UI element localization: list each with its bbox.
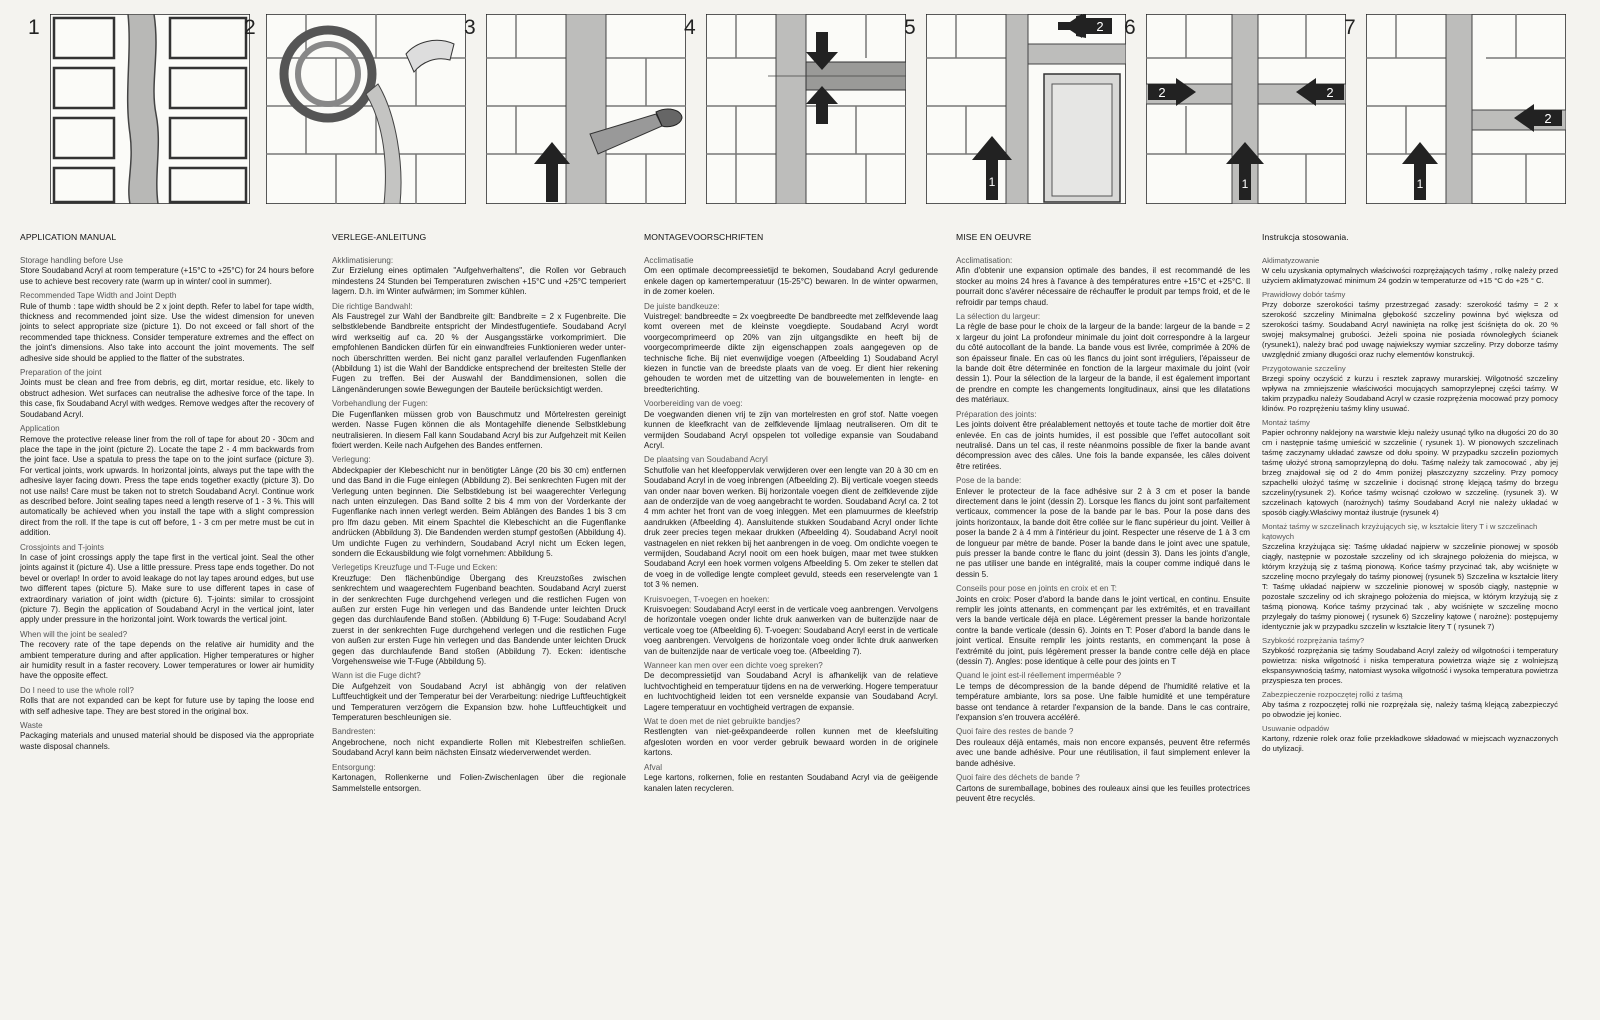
section — [20, 424, 314, 538]
section-heading: Montaż taśmy w szczelinach krzyżujących się, w kształcie litery T i w szczelinach kątowych — [1262, 522, 1538, 541]
section-heading: Wanneer kan men over een dichte voeg spreken? — [644, 661, 823, 671]
section-heading: Quand le joint est-il réellement imperméable ? — [956, 671, 1122, 681]
section — [332, 763, 626, 794]
section-heading: Do I need to use the whole roll? — [20, 685, 134, 695]
section — [332, 727, 626, 758]
section-body: Lege kartons, rolkernen, folie en restanten Soudaband Acryl via de geëigende kanalen laten recycleren. — [644, 773, 938, 793]
section — [332, 563, 626, 667]
section-heading: Acclimatisatie — [644, 256, 694, 265]
section-heading: Usuwanie odpadów — [1262, 724, 1330, 733]
section — [956, 773, 1250, 804]
section — [1262, 418, 1558, 518]
section — [956, 727, 1250, 769]
section-heading: Vorbehandlung der Fugen: — [332, 399, 428, 409]
section-heading: Prawidłowy dobór taśmy — [1262, 290, 1346, 299]
section — [1262, 636, 1558, 686]
instruction-columns — [0, 232, 1600, 1012]
column-title: MISE EN OEUVRE — [956, 232, 1032, 242]
section-body: Papier ochronny naklejony na warstwie kleju należy usunąć tylko na długości 20 do 30 cm i następnie taśmę umieścić w szczelinie ( rysunek 1). W pionowych szczelinach taśmę zaczynamy układać zawsze od dołu spoiny. W przypadku szczelin poziomych taśmę ułożyć stroną samoprzylepną do dołu. Taśmę należy tak zamocować , aby jej brzeg znajdował się od 2 do 4mm poniżej płaszczyzny szczeliny. Przy pomocy szpachelki ułożyć taśmę w szczelinie i docisnąć stronę klejącą taśmy do brzegu szczeliny(rysunek 2). Końce taśmy wcisnąć czołowo w szczelinę. (rysunek 3). W szczelinach kątowych (narożnych) taśmy Soudaband Acryl nie należy układać w sposób ciągły.Właściwy montaż ilustruje (rysunek 4) — [1262, 428, 1558, 517]
section-heading: Entsorgung: — [332, 762, 376, 772]
section-body: La règle de base pour le choix de la largeur de la bande: largeur de la bande = 2 x largeur du joint La profondeur minimale du joint doit correspondre à la largeur du côté autocollant de la bande. La bande vous est livrée, comprimée à 20% de son épaisseur finale. En cas où les flancs du joint sont irréguliers, l'épaisseur de la bande doit être déterminée en fonction de la largeur maximale du joint (voir dessin 1). Pour la sélection de la largeur de la bande, il est également important de prendre en compte les changements longitudinaux, ainsi que les dilatations des matériaux. — [956, 322, 1250, 405]
section — [332, 256, 626, 298]
section-body: Szybkość rozprężania się taśmy Soudaband Acryl zależy od wilgotności i temperatury powietrza: niska wilgotność i niska temperatura powietrza wiąże się z wolniejszą ekspansywnością taśmy, natomiast wysoka wilgotność i wysoka temperatura powietrza przyspiesza ten proces. — [1262, 646, 1558, 685]
section-body: Afin d'obtenir une expansion optimale des bandes, il est recommandé de les stocker au moins 24 hres à l'avance à des températures entre +15°C et +25°C. Il pourrait donc s'avérer nécessaire de réchauffer le produit par temps froid, et de le refroidir par temps chaud. — [956, 266, 1250, 307]
picture-number: 7 — [1344, 16, 1356, 39]
section-body: Store Soudaband Acryl at room temperature (+15°C to +25°C) for 24 hours before use to achieve best recovery rate (warm up in winter/ cool in summer). — [20, 266, 314, 286]
section-body: Enlever le protecteur de la face adhésive sur 2 à 3 cm et poser la bande directement dans le joint (dessin 2). Lorsque les flancs du joint sont parfaitement verticaux, commencer la pose de la bande par le bas. Pour la pose dans des joints horizontaux, la bande doit être collée sur le flanc supérieur du joint. Veiller à poser la bande 2 à 4 mm à l'intérieur du joint. Respecter une réserve de 1 à 3 cm de longueur par mètre de bande. Poser la bande dans le joint avec une spatule, puis presser la bande contre le flanc du joint (dessin 3). Dans les joints d'angle, ne pas utiliser une bande en intégralité, mais la couper comme indiqué dans le dessin 5. — [956, 486, 1250, 579]
section — [20, 543, 314, 626]
section-body: Abdeckpapier der Klebeschicht nur in benötigter Länge (20 bis 30 cm) entfernen und das Band in die Fuge einlegen (Abbildung 2). Bei senkrechten Fugen mit der Verlegung unten beginnen. Die Selbstklebung ist bei waagerechter Verlegung nach unten einzulegen. Das Band sollte 2 bis 4 mm von der Vorderkante der Fugenflanke nach innen verlegt werden. Beim Ablängen des Bandes 1 bis 3 cm pro lfm dazu geben. Mit einem Spachtel die Klebeschicht an die Fugenflanke andrücken (Abbildung 3). Die Bandenden werden stumpf gestoßen (Abbildung 4). Um undichte Fugen zu verhindern, Soudaband Acryl nicht um Ecken legen, sondern die Eckausbildung wie folgt vornehmen: Abbildung 5. — [332, 465, 626, 558]
section — [332, 399, 626, 451]
column-german — [332, 232, 626, 1012]
section-heading: Die richtige Bandwahl: — [332, 301, 413, 311]
section-heading: Szybkość rozprężania taśmy? — [1262, 636, 1365, 645]
section-body: In case of joint crossings apply the tape first in the vertical joint. Seal the other joints against it (picture 4). Use a little pressure. Press tape ends together. Do not bevel or overlap! In order to avoid leakage do not lay tapes around edges, but use two different tapes (picture 5). Make sure to use different tapes in case of extraordinary variation of joint width (picture 6). T-joints: similar to crossjoint (picture 7). Begin the application of Soudaband Acryl in the vertical joint, later apply under pressure in the horizontal joint. Work towards the vertical joint. — [20, 552, 314, 625]
tape-roll-illustration — [266, 14, 466, 204]
section-body: Kruisvoegen: Soudaband Acryl eerst in de verticale voeg aanbrengen. Vervolgens de horizontale voegen onder lichte druk aanwerken van de buitenzijde naar de verticale voeg toe (Afbeelding 6). T-voegen: Soudaband Acryl eerst in de verticale voeg aanbrengen. Vervolgens de horizontale voeg onder lichte druk aanwerken van de buitenzijde naar de verticale voeg toe. (Afbeelding 7). — [644, 605, 938, 656]
section — [956, 584, 1250, 667]
column-dutch — [644, 232, 938, 1012]
section — [332, 671, 626, 723]
spatula-press-illustration — [486, 14, 686, 204]
section-heading: Recommended Tape Width and Joint Depth — [20, 291, 177, 301]
section — [1262, 364, 1558, 414]
section-heading: Acclimatisation: — [956, 256, 1013, 265]
section-body: Kartonagen, Rollenkerne und Folien-Zwischenlagen über die regionale Sammelstelle entsorgen. — [332, 773, 626, 793]
section-heading: De juiste bandkeuze: — [644, 301, 720, 311]
section-heading: Voorbereiding van de voeg: — [644, 399, 743, 409]
section-body: Des rouleaux déjà entamés, mais non encore expansés, peuvent être refermés avec une bande adhésive. Pour une réutilisation, il faut simplement enlever la bande adhésive. — [956, 737, 1250, 768]
section-heading: Pose de la bande: — [956, 476, 1022, 486]
picture-number: 4 — [684, 16, 696, 39]
section-heading: Application — [20, 424, 60, 434]
section-body: Rule of thumb : tape width should be 2 x joint depth. Refer to label for tape width, thickness and recommended joint size. Use the widest dimension for uneven joints to select appropriate size (picture 1). Do not exceed or fall short of the recommended tape thickness. Consider temperature extremes and the effect on the joint's dimensions. Also take into account the joint movements. The self adhesive side should be applied to the flatter of the substrates. — [20, 301, 314, 363]
section-body: Cartons de suremballage, bobines des rouleaux ainsi que les feuilles protectrices peuvent être recyclés. — [956, 783, 1250, 803]
section-body: Restlengten van niet-geëxpandeerde rollen kunnen met de kleefsluiting afgesloten worden en voor verder gebruik bewaard worden in de originele kartons. — [644, 727, 938, 758]
picture-number: 3 — [464, 16, 476, 39]
section — [332, 455, 626, 559]
section-heading: Montaż taśmy — [1262, 418, 1310, 427]
section-body: Packaging materials and unused material should be disposed via the appropriate waste disposal channels. — [20, 731, 314, 751]
column-title: Instrukcja stosowania. — [1262, 232, 1349, 242]
section — [644, 661, 938, 713]
crossjoint-steps-illustration — [1146, 14, 1346, 204]
step-badge: 2 — [1544, 111, 1552, 126]
picture-number: 6 — [1124, 16, 1136, 39]
section-body: Die Aufgehzeit von Soudaband Acryl ist abhängig von der relativen Luftfeuchtigkeit und der Temperatur bei der Verarbeitung: niedrige Luftfeuchtigkeit und Temperaturen verzögern die Expansion bzw. hohe Luftfeuchtigkeit und Temperaturen beschleunigen sie. — [332, 681, 626, 723]
section — [20, 630, 314, 682]
section — [20, 686, 314, 717]
column-polish — [1262, 232, 1558, 1012]
section-heading: Bandresten: — [332, 727, 376, 737]
section — [1262, 290, 1558, 360]
section — [644, 302, 938, 396]
section-heading: Zabezpieczenie rozpoczętej rolki z taśmą — [1262, 690, 1403, 699]
picture-number: 5 — [904, 16, 916, 39]
section-heading: Waste — [20, 721, 43, 731]
section-body: W celu uzyskania optymalnych właściwości rozprężających taśmy , rolkę należy przed użyciem aklimatyzować minimum 24 godzin w temperaturze od +15 °C do +25 ° C. — [1262, 266, 1558, 285]
section-heading: Afval — [644, 762, 662, 772]
section-heading: Preparation of the joint — [20, 368, 102, 378]
section-heading: Verlegetips Kreuzfuge und T-Fuge und Ecken: — [332, 563, 498, 573]
picture-number: 2 — [244, 16, 256, 39]
step-badge: 2 — [1326, 85, 1334, 100]
column-title: APPLICATION MANUAL — [20, 232, 117, 242]
section-body: Kreuzfuge: Den flächenbündige Übergang des Kreuzstoßes zwischen senkrechtem und waagerechtem Fugenband beachten. Soudaband Acryl zuerst in der senkrechten Fuge durchgehend verlegen und die restlichen Fugen von außen zur ersten Fuge hin verlegen und das Bandende unter leichten Druck gegen das durchlaufende Band stoßen. (Abbildung 6) T-Fuge: Soudaband Acryl zuerst in der senkrechten Fuge durchgehend verlegen und die restlichen Fuge von außen zur ersten Fuge hin verlegen und das Bandende unter leichten Druck gegen das durchlaufende Band stoßen (Abbildung 7). Ecken: identische Vorgehensweise wie T-Fuge (Abbildung 5). — [332, 573, 626, 667]
section-heading: Wat te doen met de niet gebruikte bandjes? — [644, 717, 801, 727]
section — [644, 256, 938, 298]
section-body: Schutfolie van het kleefoppervlak verwijderen over een lengte van 20 à 30 cm en Soudaband Acryl in de voeg inbrengen (Afbeelding 2). Bij verticale voegen steeds van onder naar boven werken. Bij horizontale voegen dient de zelfklevende zijde aan de onderzijde van de voeg aangebracht te worden. Soudaband Acryl ca. 2 tot 4 mm achter het front van de voeg inleggen. Met een plamuurmes de kleefstrip aandrukken (Afbeelding 4). Aansluitende stukken Soudaband Acryl onder lichte druk zeer precies tegen mekaar drukken (Afbeelding 4). Soudaband Acryl nooit vastnagelen en niet rekken bij het aanbrengen in de voeg. Om ondichte voegen te vermijden, Soudaband Acryl nooit om een hoek buigen, maar met twee stukken Soudaband Acryl een hoek vormen volgens Afbeelding 5. Om zeker te stellen dat de voeg in de volledige lengte compleet gevuld, steeds een reservelengte van 1 tot 3 % nemen. — [644, 465, 938, 590]
brick-wall-joint-illustration — [50, 14, 250, 204]
section — [332, 302, 626, 396]
section — [20, 256, 314, 287]
column-english — [20, 232, 314, 1012]
section-heading: Przygotowanie szczeliny — [1262, 364, 1346, 373]
section — [956, 671, 1250, 723]
section-body: Joints en croix: Poser d'abord la bande dans le joint vertical, en continu. Ensuite remplir les joints attenants, en commençant par les extrémités, et en travaillant vers la bande verticale déjà en place. Légèrement presser la bande horizontale contre la bande verticale (dessin 6). Joints en T: Poser d'abord la bande dans le joint vertical. Ensuite remplir les joints restants, en commençant la pose à l'extrémité du joint, puis légèrement presser la bande contre celle déjà en place (dessin 7). Angles: pose identique à celle pour des joints en T — [956, 594, 1250, 667]
section — [644, 455, 938, 590]
step-badge: 2 — [1096, 19, 1104, 34]
section — [956, 476, 1250, 580]
column-title: VERLEGE-ANLEITUNG — [332, 232, 427, 242]
section — [644, 717, 938, 759]
section — [1262, 724, 1558, 754]
section-body: Die Fugenflanken müssen grob von Bauschmutz und Mörtelresten gereinigt werden. Nasse Fugen können die als Montagehilfe dienende Selbstklebung neutralisieren. In diesem Fall kann Soudaband Acryl bis zur Aufgehzeit mit Keilen fixiert werden. Keile nach Aufgehen des Bandes entfernen. — [332, 409, 626, 450]
step-badge: 1 — [988, 175, 996, 189]
section-body: Als Faustregel zur Wahl der Bandbreite gilt: Bandbreite = 2 x Fugenbreite. Die selbstklebende Bandbreite entspricht der Mindestfugentiefe. Soudaband Acryl wird werkseitig auf ca. 20 % der Ausgangsstärke vorkomprimiert. Die empfohlenen Bandicken dürfen für ein einwandfreies Funktionieren weder unter- noch überschritten werden. Bei nicht ganz parallel verlaufenden Fugenflanken (Abbildung 1) ist die Wahl der Banddicke entsprechend der breitesten Stelle der Fugen zu treffen. Bei der Auswahl der Banddimensionen, sollen die Längenänderungen sowie Bewegungen der Bauteile berücksichtigt werden. — [332, 312, 626, 394]
section-body: Brzegi spoiny oczyścić z kurzu i resztek zaprawy murarskiej. Wilgotność szczeliny wpływa na zmniejszenie właściwości mocujących samoprzylepnej części taśmy. W takim przypadku należy Soudaband Acryl w czasie rozprężenia mocować przy pomocy klinów. Po rozprężeniu taśmy kliny usuwać. — [1262, 374, 1558, 413]
section-body: Przy doborze szerokości taśmy przestrzegać zasady: szerokość taśmy = 2 x szerokość szczeliny Minimalna głębokość szczeliny powinna być większa od szerokości taśmy. Soudaband Acryl nawinięta na rolkę jest ściśnięta do ok. 20 % swojej maksymalnej grubości. Jeżeli spoina nie posiada równoległych ścianek (rysunek1), należy brać pod uwagę najwiekszy wymiar szczeliny. Przy doborze taśmy uwzględnić zmiany długości oraz ruchy elementów konstrukcji. — [1262, 300, 1558, 359]
section-heading: La sélection du largeur: — [956, 312, 1041, 322]
section-heading: Akklimatisierung: — [332, 256, 394, 265]
section-body: Les joints doivent être préalablement nettoyés et toute tache de mortier doit être enlevée. En cas de joints humides, il est possible que l'effet autocollant soit neutralisé. Dans un tel cas, il reste néanmoins possible de fixer la bande avant décompression avec des câles. Une fois la bande expansée, les câles doivent être retirées. — [956, 420, 1250, 471]
section — [20, 368, 314, 420]
column-french — [956, 232, 1250, 1012]
section-body: Om een optimale decompreessietijd te bekomen, Soudaband Acryl gedurende enkele dagen op kamertemperatuur (15-25°C) bewaren. In de winter opwarmen, in de zomer koelen. — [644, 266, 938, 297]
section — [956, 410, 1250, 472]
section-heading: Storage handling before Use — [20, 256, 124, 265]
section — [644, 763, 938, 794]
step-badge: 1 — [1241, 177, 1249, 191]
picture-strip — [0, 0, 1600, 215]
section-body: Joints must be clean and free from debris, eg dirt, mortar residue, etc. likely to obstruct adhesion. Wet surfaces can neutralise the adhesive force of the tape. In this case, fix Soudaband Acryl with wedges. Remove wedges after the recovery of Soudaband Acryl. — [20, 378, 314, 419]
corner-joint-illustration — [926, 14, 1126, 204]
picture-number: 1 — [28, 16, 40, 39]
step-badge: 1 — [1416, 177, 1424, 191]
section — [20, 291, 314, 364]
section — [20, 721, 314, 752]
section-heading: Verlegung: — [332, 455, 371, 465]
section-heading: Crossjoints and T-joints — [20, 542, 104, 552]
step-badge: 2 — [1158, 85, 1166, 100]
section-heading: Kruisvoegen, T-voegen en hoeken: — [644, 594, 770, 604]
section-body: Aby taśma z rozpoczętej rolki nie rozprężała się, należy taśmą klejącą zabezpieczyć po obwodzie jej koniec. — [1262, 700, 1558, 719]
section — [644, 399, 938, 451]
section-heading: When will the joint be sealed? — [20, 629, 128, 639]
section-heading: Quoi faire des restes de bande ? — [956, 727, 1074, 737]
section-heading: Conseils pour pose en joints en croix et en T: — [956, 584, 1117, 594]
section-body: De voegwanden dienen vrij te zijn van mortelresten en grof stof. Natte voegen kunnen de kleefkracht van de zelfklevende lijmlaag neutraliseren. Om dit te vermijden Soudaband Acryl opspelen tot volledige expansie van Soudaband Acryl. — [644, 409, 938, 450]
section — [1262, 256, 1558, 286]
section-body: Kartony, rdzenie rolek oraz folie przekładkowe składować w miejscach wyznaczonych do utylizacji. — [1262, 734, 1558, 753]
section-body: Zur Erzielung eines optimalen "Aufgehverhaltens", die Rollen vor Gebrauch mindestens 24 Stunden bei Temperaturen zwischen +15°C und +25°C temperiert lagern. D.h. im Winter aufwärmen; im Sommer kühlen. — [332, 266, 626, 297]
section — [1262, 522, 1558, 632]
section-body: Szczelina krzyżująca się: Taśmę układać najpierw w szczelinie pionowej w sposób ciągły, następnie w pozostałe szczeliny od ich skrajnego położenia do miejsca, w którym krzyżują się z taśmą pionową. Końce taśmy przycinać tak, aby wciśnięte w szczelinę mocno przylegały do taśmy pionowej (rysunek 5) Szczelina w kształcie litery T: Taśmę układać najpierw w szczelinie pionowej w sposób ciągły, następnie w pozostałe szczeliny od ich skrajnego położenia do miejsca, w którym krzyżują się z taśmą pionową. Końce taśmy przycinać tak , aby wciśnięte w szczelinę mocno przylegały do taśmy pionowej ( rysunek 6) Szczeliny kątowe ( narożne): postępujemy identycznie jak w przypadku szczelin w kształcie litery T ( rysunek 7) — [1262, 542, 1558, 631]
section-body: Rolls that are not expanded can be kept for future use by taping the loose end with self adhesive tape. They are best stored in the original box. — [20, 696, 314, 716]
section-heading: Quoi faire des déchets de bande ? — [956, 773, 1080, 783]
section-body: Le temps de décompression de la bande dépend de l'humidité relative et la température ambiante, lors sa pose. Une faible humidité et une température basse ont tendance à retarder l'expansion de la bande. Dans le cas contraire, l'expansion s'en trouvera accéléré. — [956, 681, 1250, 723]
section-body: The recovery rate of the tape depends on the relative air humidity and the ambient temperature during and after application. Higher temperatures or higher air humidity result in a faster recovery. Lower temperatures or lower air humidity have the opposite effect. — [20, 640, 314, 681]
section-body: Remove the protective release liner from the roll of tape for about 20 - 30cm and place the tape in the joint (picture 2). Locate the tape 2 - 4 mm backwards from the joint face. Use a spatula to press the tape on to the joint surface (picture 3). For vertical joints, work upwards. In horizontal joints, always put the tape with the adhesive layer facing down. Press the tape ends together exactly (picture 3). Do not use nails! Care must be taken not to stretch Soudaband Acryl. Continue work as described before. Joint sealing tapes need a length reserve of 1 - 3 %. This will automatically be achieved when you install the tape with a slight compression direct from the roll. If the tape is cut off before, 1 - 3 cm per metre must be cut in addition. — [20, 434, 314, 538]
t-joint-illustration — [1366, 14, 1566, 204]
section-body: Vuistregel: bandbreedte = 2x voegbreedte De bandbreedte met zelfklevende laag komt overeen met de kleinste voegdiepte. Soudaband Acryl wordt voorgecomprimeerd op 20% van zijn uitgangsdikte en heeft bij de voorgecomprimeerde dikte zijn eigenschappen zoals aangegeven op de technische fiche. Bij niet evenwijdige voegen (Afbeelding 1) Soudaband Acryl kiezen in functie van de breedste plaats van de voeg. Er dient hier rekening gehouden te worden met de uitzetting van de bouwelementen in lengte- en breedterichting. — [644, 312, 938, 394]
crossjoint-illustration — [706, 14, 906, 204]
section — [644, 595, 938, 657]
section — [956, 256, 1250, 308]
section-body: Angebrochene, noch nicht expandierte Rollen mit Klebestreifen schließen. Soudaband Acryl kann beim nächsten Einsatz wiederverwendet werden. — [332, 737, 626, 758]
section-heading: Préparation des joints: — [956, 409, 1037, 419]
section-body: De decompressietijd van Soudaband Acryl is afhankelijk van de relatieve luchtvochtigheid en temperatuur tijdens en na de verwerking. Hogere temperatuur en luchtvochtigheid leiden tot een versnelde expansie van Soudaband Acryl. Lagere temperatuur en vochtigheid vertragen de expansie. — [644, 671, 938, 712]
section — [1262, 690, 1558, 720]
column-title: MONTAGEVOORSCHRIFTEN — [644, 232, 764, 242]
section-heading: Wann ist die Fuge dicht? — [332, 671, 421, 681]
section-heading: De plaatsing van Soudaband Acryl — [644, 455, 768, 465]
section — [956, 312, 1250, 406]
section-heading: Aklimatyzowanie — [1262, 256, 1320, 265]
